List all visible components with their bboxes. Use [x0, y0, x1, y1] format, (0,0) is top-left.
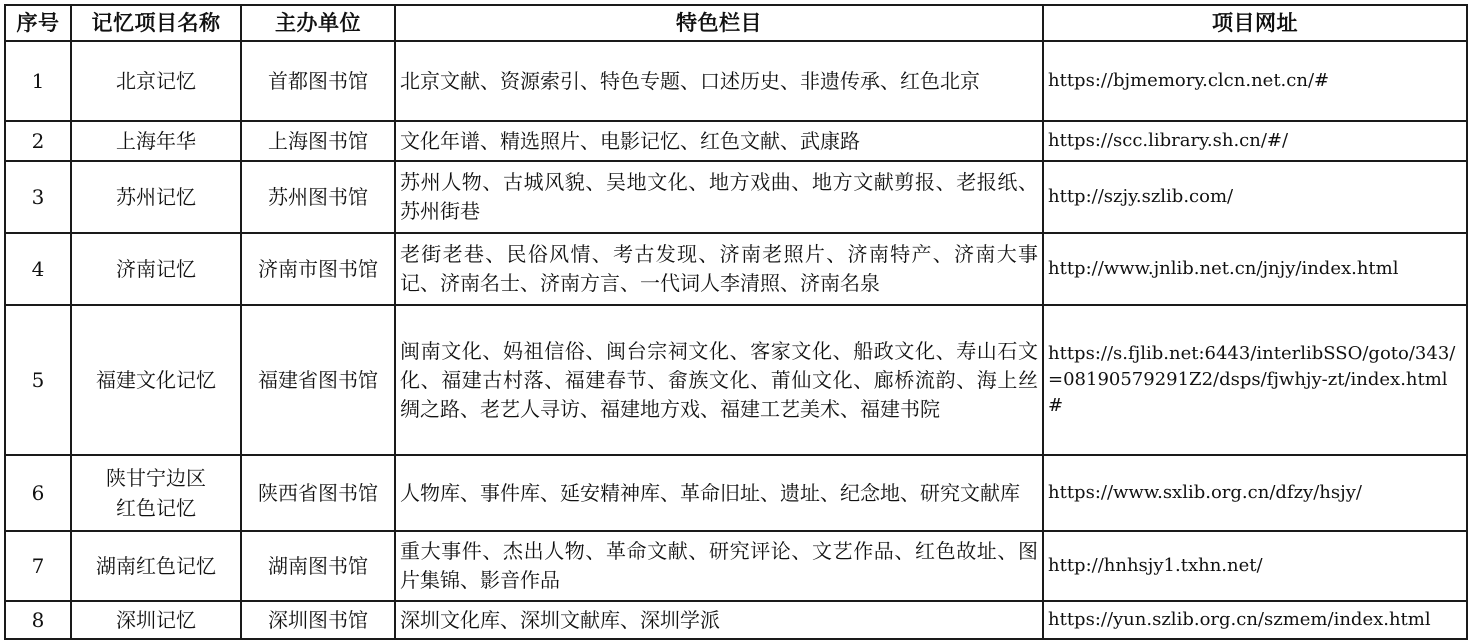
row-project-name: 湖南红色记忆: [71, 531, 241, 601]
row-url[interactable]: https://s.fjlib.net:6443/interlibSSO/goto/343/=08190579291Z2/dsps/fjwhjy-zt/index.html#: [1043, 305, 1467, 455]
row-organizer: 湖南图书馆: [241, 531, 395, 601]
row-project-name: 深圳记忆: [71, 601, 241, 639]
row-organizer: 深圳图书馆: [241, 601, 395, 639]
project-name-line-1: 陕甘宁边区: [106, 466, 206, 490]
row-project-name: 上海年华: [71, 121, 241, 161]
row-organizer: 苏州图书馆: [241, 161, 395, 233]
table-row: [5, 233, 1467, 305]
row-index: 3: [5, 161, 71, 233]
row-features: 重大事件、杰出人物、革命文献、研究评论、文艺作品、红色故址、图片集锦、影音作品: [395, 531, 1043, 601]
row-index: 5: [5, 305, 71, 455]
header-features: 特色栏目: [395, 5, 1043, 41]
row-url[interactable]: https://scc.library.sh.cn/#/: [1043, 121, 1467, 161]
row-url[interactable]: https://www.sxlib.org.cn/dfzy/hsjy/: [1043, 455, 1467, 531]
row-url[interactable]: https://yun.szlib.org.cn/szmem/index.html: [1043, 601, 1467, 639]
row-project-name: 福建文化记忆: [71, 305, 241, 455]
row-project-name: 苏州记忆: [71, 161, 241, 233]
row-url[interactable]: http://www.jnlib.net.cn/jnjy/index.html: [1043, 233, 1467, 305]
row-project-name: 济南记忆: [71, 233, 241, 305]
header-row: [5, 5, 1467, 41]
header-index: 序号: [5, 5, 71, 41]
row-features: 闽南文化、妈祖信俗、闽台宗祠文化、客家文化、船政文化、寿山石文化、福建古村落、福建春节、畲族文化、莆仙文化、廊桥流韵、海上丝绸之路、老艺人寻访、福建地方戏、福建工艺美术、福建书院: [395, 305, 1043, 455]
row-organizer: 首都图书馆: [241, 41, 395, 121]
row-features: 深圳文化库、深圳文献库、深圳学派: [395, 601, 1043, 639]
header-url: 项目网址: [1043, 5, 1467, 41]
table-row: [5, 161, 1467, 233]
row-index: 7: [5, 531, 71, 601]
row-index: 2: [5, 121, 71, 161]
table-row: [5, 41, 1467, 121]
row-features: 北京文献、资源索引、特色专题、口述历史、非遗传承、红色北京: [395, 41, 1043, 121]
row-url[interactable]: http://szjy.szlib.com/: [1043, 161, 1467, 233]
project-name-line-2: 红色记忆: [116, 496, 196, 520]
row-url[interactable]: https://bjmemory.clcn.net.cn/#: [1043, 41, 1467, 121]
row-organizer: 上海图书馆: [241, 121, 395, 161]
row-organizer: 济南市图书馆: [241, 233, 395, 305]
row-project-name: 北京记忆: [71, 41, 241, 121]
row-features: 苏州人物、古城风貌、吴地文化、地方戏曲、地方文献剪报、老报纸、苏州街巷: [395, 161, 1043, 233]
row-features: 文化年谱、精选照片、电影记忆、红色文献、武康路: [395, 121, 1043, 161]
row-index: 8: [5, 601, 71, 639]
table-row: [5, 455, 1467, 531]
row-index: 6: [5, 455, 71, 531]
header-org: 主办单位: [241, 5, 395, 41]
header-name: 记忆项目名称: [71, 5, 241, 41]
memory-projects-table: [4, 4, 1468, 640]
table-row: [5, 601, 1467, 639]
row-url[interactable]: http://hnhsjy1.txhn.net/: [1043, 531, 1467, 601]
row-organizer: 陕西省图书馆: [241, 455, 395, 531]
table-row: [5, 121, 1467, 161]
table-row: [5, 305, 1467, 455]
row-project-name: [71, 455, 241, 531]
row-index: 4: [5, 233, 71, 305]
row-features: 人物库、事件库、延安精神库、革命旧址、遗址、纪念地、研究文献库: [395, 455, 1043, 531]
row-features: 老街老巷、民俗风情、考古发现、济南老照片、济南特产、济南大事记、济南名士、济南方言、一代词人李清照、济南名泉: [395, 233, 1043, 305]
row-index: 1: [5, 41, 71, 121]
row-organizer: 福建省图书馆: [241, 305, 395, 455]
table-row: [5, 531, 1467, 601]
